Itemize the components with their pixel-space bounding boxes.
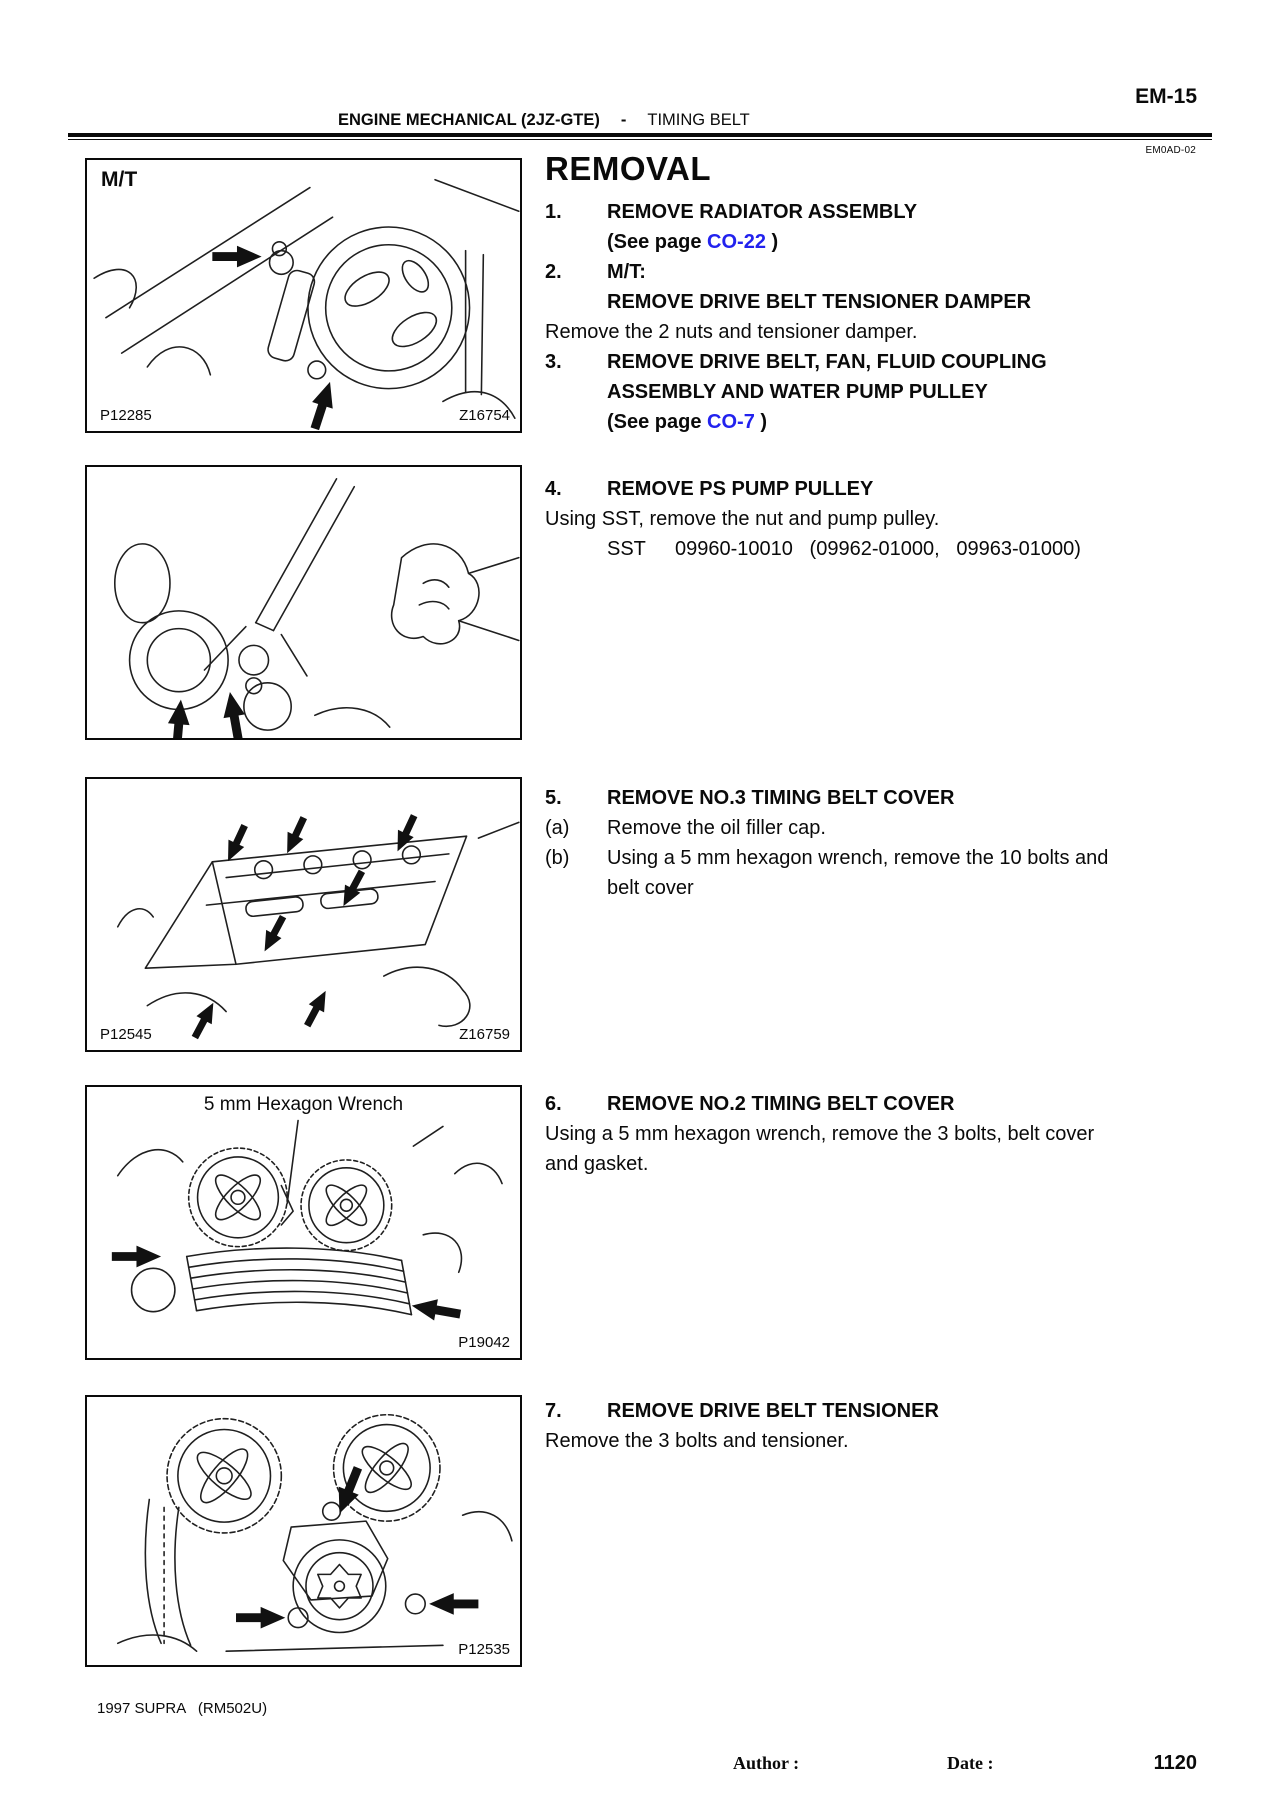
step-6-heading-row	[545, 1089, 1222, 1119]
footer-date-label: Date :	[947, 1753, 994, 1773]
step-number: 5.	[545, 787, 562, 809]
step-5a-row	[545, 813, 1222, 843]
callout-arrow-icon	[304, 379, 340, 431]
callout-arrow-icon	[212, 246, 261, 268]
step-7-heading-row	[545, 1396, 1222, 1426]
step-5b-row	[545, 843, 1222, 873]
step-number: 7.	[545, 1400, 562, 1422]
figure-code: Z16759	[459, 1026, 510, 1043]
step-number: 2.	[545, 261, 562, 283]
see-page-prefix: (See page	[607, 411, 708, 433]
figure-3-illustration	[87, 779, 520, 1050]
sst-part-numbers: 09960-10010 (09962-01000, 09963-01000)	[675, 538, 1081, 560]
footer-model-code: 1997 SUPRA (RM502U)	[97, 1700, 268, 1717]
breadcrumb	[338, 111, 750, 130]
figure-2-illustration	[87, 467, 520, 738]
step-1-heading-row	[545, 197, 1222, 227]
step-heading: REMOVE NO.3 TIMING BELT COVER	[607, 787, 955, 809]
step-7-body: Remove the 3 bolts and tensioner.	[545, 1430, 849, 1452]
callout-arrow-icon	[329, 1464, 368, 1518]
step-2-heading-line-2: REMOVE DRIVE BELT TENSIONER DAMPER	[607, 291, 1032, 313]
figure-code: P19042	[458, 1334, 510, 1351]
step-3-see-page	[545, 407, 1222, 437]
step-number: 3.	[545, 351, 562, 373]
step-5b-text-line-2: belt cover	[607, 877, 694, 899]
step-4-body: Using SST, remove the nut and pump pulley.	[545, 508, 940, 530]
step-heading: REMOVE DRIVE BELT TENSIONER	[607, 1400, 939, 1422]
breadcrumb-subsection: TIMING BELT	[647, 111, 750, 129]
see-page-prefix: (See page	[607, 231, 708, 253]
step-number: 6.	[545, 1093, 562, 1115]
step-5-heading-row	[545, 783, 1222, 813]
step-6	[545, 1089, 1222, 1179]
figure-1-illustration	[87, 160, 520, 431]
step-heading: REMOVE NO.2 TIMING BELT COVER	[607, 1093, 955, 1115]
substep-label: (b)	[545, 847, 570, 869]
step-number: 4.	[545, 478, 562, 500]
figure-drive-belt-tensioner	[85, 1395, 522, 1667]
step-2-body: Remove the 2 nuts and tensioner damper.	[545, 321, 918, 343]
figure-code: P12545	[100, 1026, 152, 1043]
step-3-heading-row	[545, 347, 1222, 377]
figure-5-illustration	[87, 1397, 520, 1665]
step-1-see-page	[545, 227, 1222, 257]
callout-arrow-icon	[279, 814, 311, 857]
page-title: REMOVAL	[545, 150, 712, 187]
substep-label: (a)	[545, 817, 570, 839]
page-link-co-22[interactable]: CO-22	[707, 231, 766, 253]
step-heading: REMOVE PS PUMP PULLEY	[607, 478, 874, 500]
step-4	[545, 474, 1222, 564]
breadcrumb-section: ENGINE MECHANICAL (2JZ-GTE)	[338, 111, 600, 129]
step-heading: M/T:	[607, 261, 646, 283]
callout-arrow-icon	[187, 999, 221, 1042]
step-heading: REMOVE RADIATOR ASSEMBLY	[607, 201, 918, 223]
figure-caption: 5 mm Hexagon Wrench	[203, 1094, 404, 1115]
figure-ps-pump-pulley-sst	[85, 465, 522, 740]
step-5	[545, 783, 1222, 903]
step-number: 1.	[545, 201, 562, 223]
step-heading: REMOVE DRIVE BELT, FAN, FLUID COUPLING	[607, 351, 1047, 373]
step-6-body-line-1: Using a 5 mm hexagon wrench, remove the 3 bolts, belt cover	[545, 1123, 1095, 1145]
breadcrumb-dash: -	[620, 111, 627, 129]
steps-1-to-3	[545, 197, 1222, 437]
see-page-suffix: )	[765, 231, 779, 253]
step-7	[545, 1396, 1222, 1456]
callout-arrow-icon	[257, 913, 291, 956]
page-link-co-7[interactable]: CO-7	[707, 411, 755, 433]
step-4-sst-line	[545, 534, 1222, 564]
figure-4-illustration	[87, 1087, 520, 1358]
sst-label: SST	[607, 538, 646, 560]
step-3-heading-line-2: ASSEMBLY AND WATER PUMP PULLEY	[607, 381, 988, 403]
footer-author-label: Author :	[733, 1753, 800, 1773]
step-4-heading-row	[545, 474, 1222, 504]
page-number: EM-15	[1135, 85, 1197, 108]
see-page-suffix: )	[754, 411, 768, 433]
figure-mt-tensioner-damper	[85, 158, 522, 433]
callout-arrow-icon	[112, 1246, 161, 1268]
figure-code: P12535	[458, 1641, 510, 1658]
figure-no3-timing-belt-cover	[85, 777, 522, 1052]
callout-arrow-icon	[410, 1295, 462, 1325]
figure-code: P12285	[100, 407, 152, 424]
callout-arrow-icon	[300, 987, 334, 1030]
figure-code: Z16754	[459, 407, 510, 424]
callout-arrow-icon	[166, 699, 192, 738]
callout-arrow-icon	[429, 1593, 478, 1615]
callout-arrow-icon	[236, 1607, 285, 1629]
substep-text: Using a 5 mm hexagon wrench, remove the 10 bolts and	[607, 847, 1109, 869]
step-2-heading-row	[545, 257, 1222, 287]
figure-no2-timing-belt-cover	[85, 1085, 522, 1360]
step-6-body-line-2: and gasket.	[545, 1153, 649, 1175]
footer-page-number: 1120	[1153, 1752, 1197, 1774]
header-rule	[68, 133, 1212, 140]
substep-text: Remove the oil filler cap.	[607, 817, 826, 839]
doc-code: EM0AD-02	[1145, 145, 1196, 156]
figure-transmission-tag: M/T	[101, 168, 138, 191]
